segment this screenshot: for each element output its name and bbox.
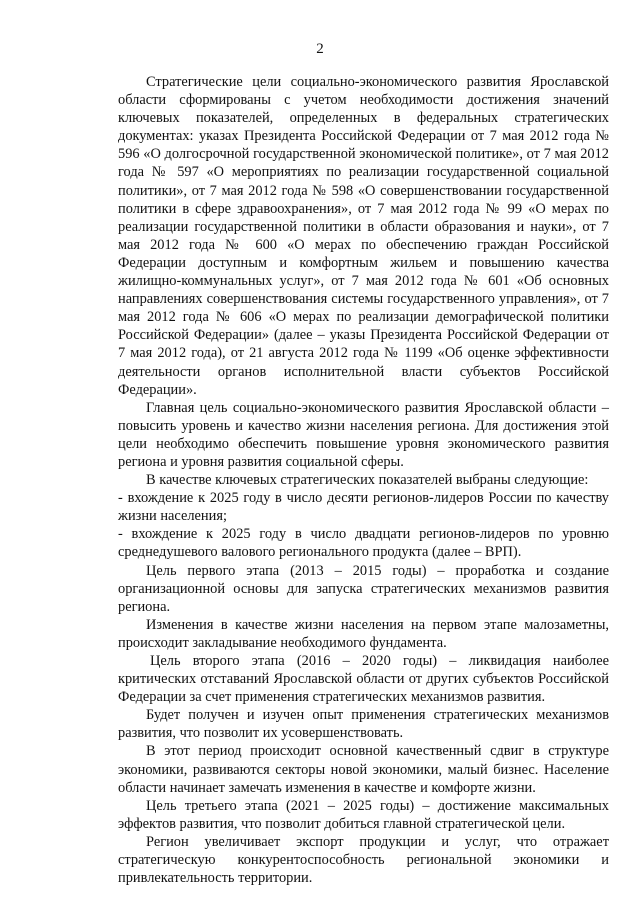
paragraph-main-goal: Главная цель социально-экономического развития Ярославской области – повысить уровень и качество жизни населения региона. Для достижения этой цели необходимо обеспечить повышение уровня экономического развития региона и уровня развития социальной сферы. bbox=[118, 399, 609, 470]
paragraph-stage-three: Цель третьего этапа (2021 – 2025 годы) – достижение максимальных эффектов развития, что позволит добиться главной стратегической цели. bbox=[118, 797, 609, 832]
paragraph-stage-one: Цель первого этапа (2013 – 2015 годы) – проработка и создание организационной основы для запуска стратегических механизмов развития региона. bbox=[118, 562, 609, 615]
paragraph-strategic-goals: Стратегические цели социально-экономического развития Ярославской области сформированы с учетом необходимости достижения значений ключевых показателей, определенных в федеральных стратегических документах: указах Президента Российской Федерации от 7 мая 2012 года № 596 «О долгосрочной государственной экономической политике», от 7 мая 2012 года № 597 «О мероприятиях по реализации государственной социальной политики», от 7 мая 2012 года № 598 «О совершенствовании государственной политики в сфере здравоохранения», от 7 мая 2012 года № 99 «О мерах по реализации государственной политики в области образования и науки», от 7 мая 2012 года № 600 «О мерах по обеспечению граждан Российской Федерации доступным и комфортным жильем и повышению качества жилищно-коммунальных услуг», от 7 мая 2012 года № 601 «Об основных направлениях совершенствования системы государственного управления», от 7 мая 2012 года № 606 «О мерах по реализации демографической политики Российской Федерации» (далее – указы Президента Российской Федерации от 7 мая 2012 года), от 21 августа 2012 года № 1199 «Об оценке эффективности деятельности органов исполнительной власти субъектов Российской Федерации». bbox=[118, 74, 609, 398]
page-number: 2 bbox=[316, 41, 324, 57]
list-item-quality-of-life: - вхождение к 2025 году в число десяти регионов-лидеров России по качеству жизни населения; bbox=[118, 490, 609, 525]
paragraph-stage-one-changes: Изменения в качестве жизни населения на первом этапе малозаметны, происходит закладывание необходимого фундамента. bbox=[118, 616, 609, 651]
list-item-grp: - вхождение к 2025 году в число двадцати регионов-лидеров по уровню среднедушевого валового регионального продукта (далее – ВРП). bbox=[118, 526, 609, 561]
paragraph-key-indicators-intro: В качестве ключевых стратегических показателей выбраны следующие: bbox=[146, 472, 589, 489]
paragraph-stage-two-experience: Будет получен и изучен опыт применения стратегических механизмов развития, что позволит их усовершенствовать. bbox=[118, 707, 609, 742]
paragraph-stage-two: Цель второго этапа (2016 – 2020 годы) – ликвидация наиболее критических отставаний Ярославской области от других субъектов Российской Федерации за счет применения стратегических механизмов развития. bbox=[118, 653, 609, 706]
paragraph-export: Регион увеличивает экспорт продукции и услуг, что отражает стратегическую конкурентоспособность региональной экономики и привлекательность территории. bbox=[118, 833, 609, 887]
document-body bbox=[118, 73, 609, 887]
paragraph-stage-two-shift: В этот период происходит основной качественный сдвиг в структуре экономики, развиваются секторы новой экономики, малый бизнес. Население области начинает замечать изменения в качестве и комфорте жизни. bbox=[118, 743, 609, 796]
